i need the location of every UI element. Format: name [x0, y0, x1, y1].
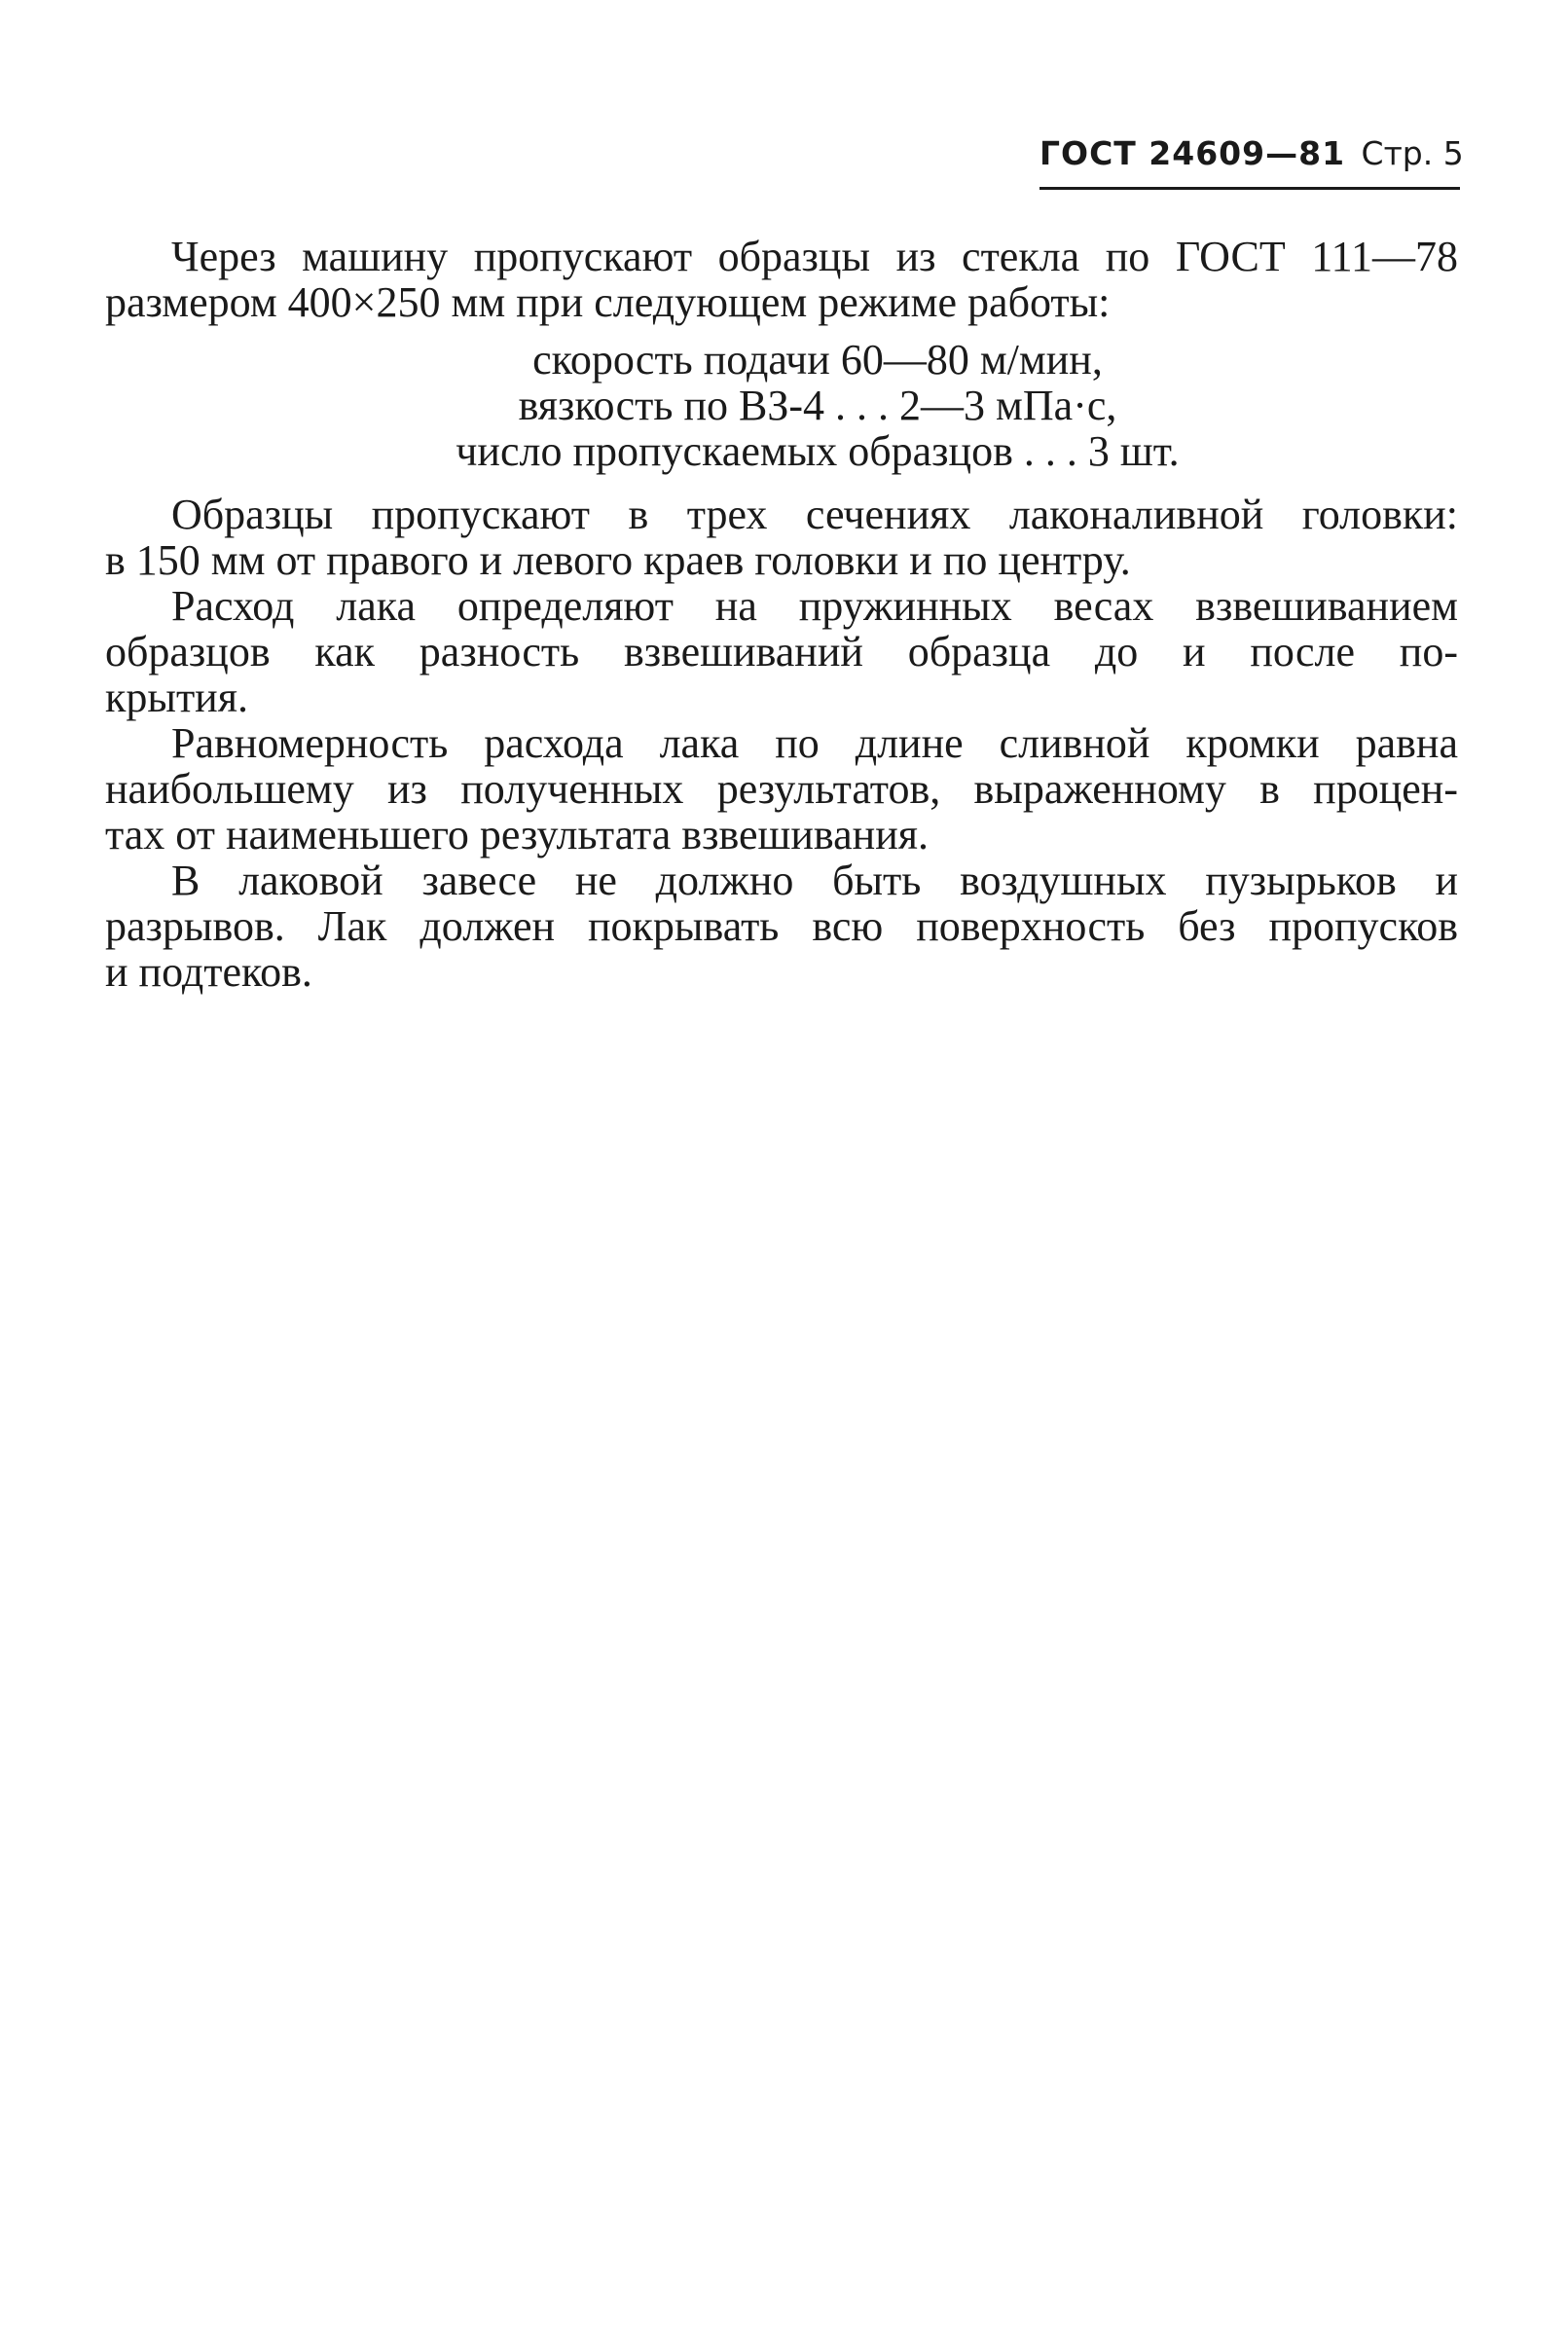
paragraph-test-samples: [105, 234, 1458, 325]
text-line: Через машину пропускают образцы из стекла по ГОСТ 111—78: [171, 233, 1458, 280]
document-body: [105, 234, 1458, 995]
paragraph-consumption: [105, 583, 1458, 720]
text-line: тах от наименьшего результата взвешивания.: [105, 811, 929, 858]
param-sample-count: число пропускаемых образцов . . . 3 шт.: [456, 427, 1180, 475]
param-viscosity: вязкость по ВЗ-4 . . . 2—3 мПа·с,: [518, 382, 1117, 429]
page-header: [1039, 132, 1464, 189]
text-line: В лаковой завесе не должно быть воздушных пузырьков и: [171, 857, 1458, 904]
text-line: Образцы пропускают в трех сечениях лаконаливной головки:: [171, 491, 1458, 538]
operating-mode-list: [105, 337, 1458, 474]
text-line: и подтеков.: [105, 948, 312, 996]
page-number: Стр. 5: [1361, 134, 1464, 172]
text-line: разрывов. Лак должен покрывать всю поверхность без пропусков: [105, 902, 1458, 950]
paragraph-uniformity: [105, 720, 1458, 858]
spacer: [105, 474, 1458, 492]
text-line: размером 400×250 мм при следующем режиме работы:: [105, 278, 1111, 326]
text-line: крытия.: [105, 674, 248, 721]
text-line: образцов как разность взвешиваний образца до и после по-: [105, 628, 1458, 676]
param-feed-speed: скорость подачи 60—80 м/мин,: [532, 336, 1103, 383]
standard-number: ГОСТ 24609—81: [1039, 134, 1346, 172]
header-rule: [1039, 187, 1460, 190]
text-line: Расход лака определяют на пружинных весах взвешиванием: [171, 582, 1458, 630]
text-line: наибольшему из полученных результатов, выраженному в процен-: [105, 765, 1458, 813]
paragraph-curtain: [105, 858, 1458, 995]
text-line: в 150 мм от правого и левого краев головки и по центру.: [105, 536, 1131, 584]
paragraph-sections: [105, 492, 1458, 583]
text-line: Равномерность расхода лака по длине сливной кромки равна: [171, 719, 1458, 767]
